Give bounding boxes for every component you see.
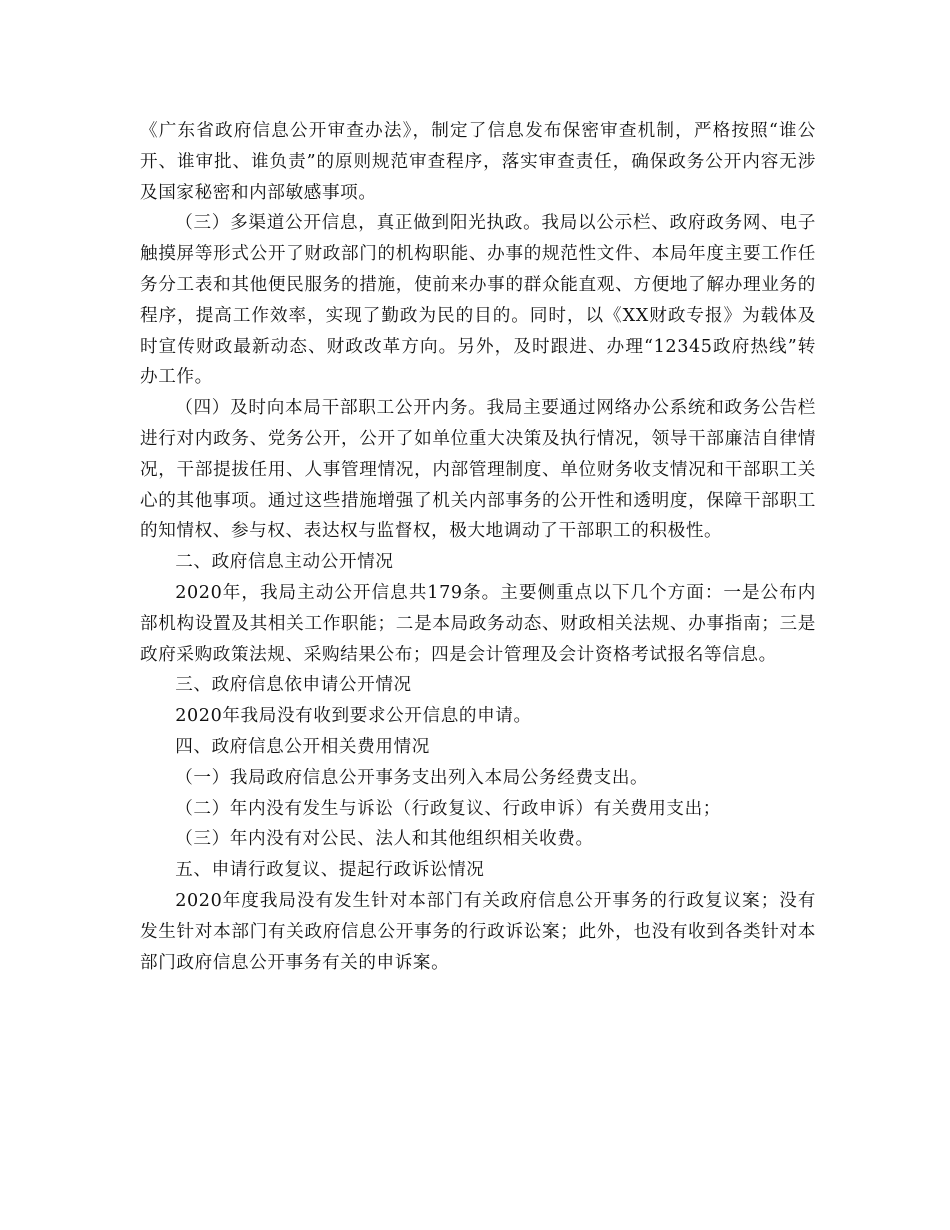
section-heading-application-disclosure: 三、政府信息依申请公开情况 <box>175 675 412 696</box>
paragraph-application-disclosure: 2020年我局没有收到要求公开信息的申请。 <box>175 706 532 727</box>
section-heading-administrative-review: 五、申请行政复议、提起行政诉讼情况 <box>175 860 485 881</box>
paragraph-administrative-review: 2020年度我局没有发生针对本部门有关政府信息公开事务的行政复议案；没有发生针对本部门有关政府信息公开事务的行政诉讼案；此外，也没有收到各类针对本部门政府信息公开事务有关的申诉案。 <box>140 890 816 973</box>
paragraph-cost-item-3: （三）年内没有对公民、法人和其他组织相关收费。 <box>175 829 594 850</box>
paragraph-cost-item-2: （二）年内没有发生与诉讼（行政复议、行政申诉）有关费用支出； <box>175 798 722 819</box>
section-heading-proactive-disclosure: 二、政府信息主动公开情况 <box>175 552 394 573</box>
document-body <box>140 116 816 978</box>
paragraph-proactive-disclosure: 2020年，我局主动公开信息共179条。主要侧重点以下几个方面：一是公布内部机构设置及其相关工作职能；二是本局政务动态、财政相关法规、办事指南；三是政府采购政策法规、采购结果公布；四是会计管理及会计资格考试报名等信息。 <box>140 582 816 665</box>
paragraph-review-mechanism: 《广东省政府信息公开审查办法》，制定了信息发布保密审查机制，严格按照“谁公开、谁审批、谁负责”的原则规范审查程序，落实审查责任，确保政务公开内容无涉及国家秘密和内部敏感事项。 <box>140 121 816 203</box>
paragraph-multi-channel-disclosure: （三）多渠道公开信息，真正做到阳光执政。我局以公示栏、政府政务网、电子触摸屏等形式公开了财政部门的机构职能、办事的规范性文件、本局年度主要工作任务分工表和其他便民服务的措施，使前来办事的群众能直观、方便地了解办理业务的程序，提高工作效率，实现了勤政为民的目的。同时，以《XX财政专报》为载体及时宣传财政最新动态、财政改革方向。另外，及时跟进、办理“12345政府热线”转办工作。 <box>140 213 816 388</box>
paragraph-internal-disclosure: （四）及时向本局干部职工公开内务。我局主要通过网络办公系统和政务公告栏进行对内政务、党务公开，公开了如单位重大决策及执行情况，领导干部廉洁自律情况，干部提拔任用、人事管理情况，内部管理制度、单位财务收支情况和干部职工关心的其他事项。通过这些措施增强了机关内部事务的公开性和透明度，保障干部职工的知情权、参与权、表达权与监督权，极大地调动了干部职工的积极性。 <box>140 398 816 542</box>
paragraph-cost-item-1: （一）我局政府信息公开事务支出列入本局公务经费支出。 <box>175 767 649 788</box>
section-heading-disclosure-costs: 四、政府信息公开相关费用情况 <box>175 736 430 757</box>
